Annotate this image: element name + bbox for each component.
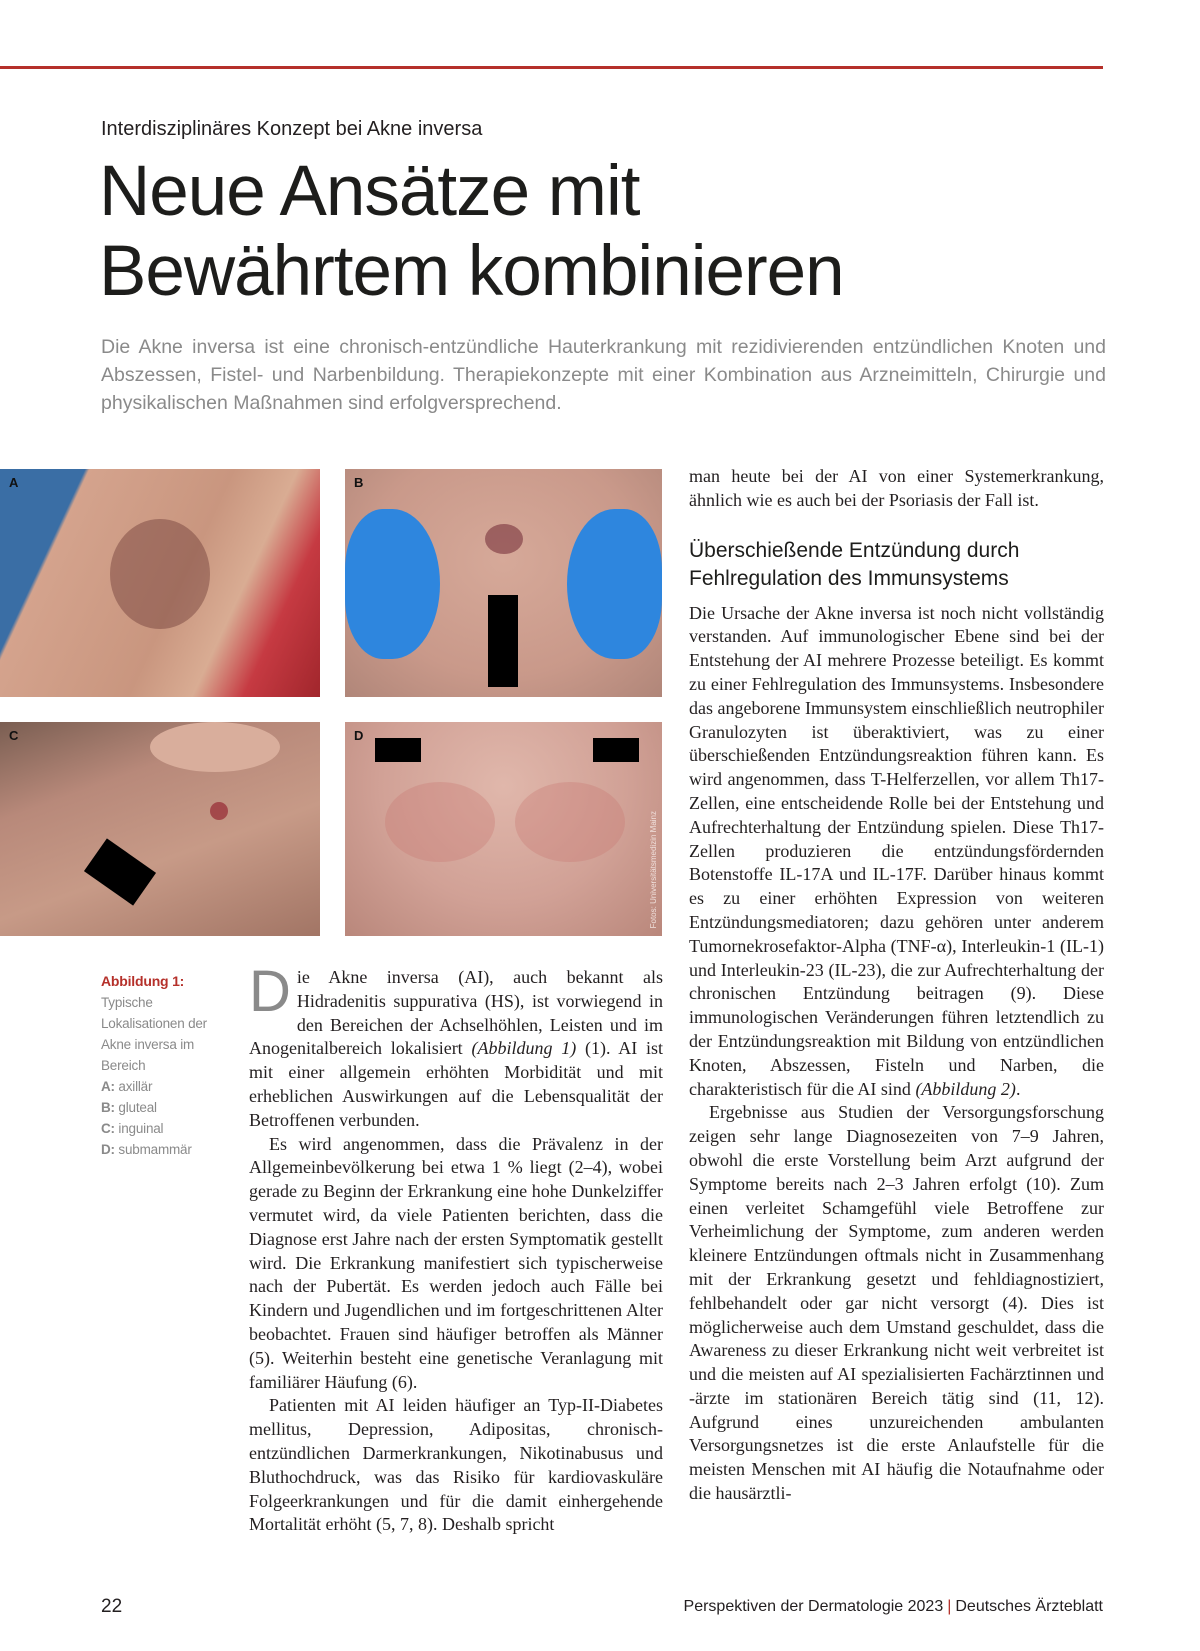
figure-reference: (Abbildung 1)	[471, 1038, 577, 1059]
header-rule	[0, 66, 1103, 69]
photo-gluteal	[345, 469, 662, 697]
body-paragraph: Die Akne inversa (AI), auch bekannt als Hidradenitis suppurativa (HS), ist vorwiegend in den Bereichen der Achselhöhlen, Leisten und im Anogenitalbereich lokalisiert (Abbildung 1) (1). AI ist mit einer allgemein erhöhten Morbidität und mit erheblichen Auswirkungen auf die Lebensqualität der Betroffenen verbunden.	[249, 959, 663, 1130]
journal-name: Deutsches Ärzteblatt	[955, 1598, 1103, 1615]
lesion-area	[110, 519, 210, 629]
section-heading: Überschießende Entzündung durch Fehlregulation des Immunsystems	[689, 538, 1020, 590]
photo-inguinal	[0, 722, 320, 936]
censor-bar	[593, 738, 639, 762]
panel-label-a: A	[9, 475, 19, 490]
caption-item: D: submammär	[101, 1142, 192, 1157]
caption-title: Abbildung 1:	[101, 973, 185, 989]
body-paragraph: Patienten mit AI leiden häufiger an Typ-II-Diabetes mellitus, Depression, Adipositas, chronisch-entzündlichen Darmerkrankungen, Nikotinabusus und Bluthochdruck, was das Risiko für kardiovaskuläre Folgeerkrankungen und für die damit einhergehende Mortalität erhöht (5, 7, 8). Deshalb spricht	[249, 1395, 663, 1535]
body-paragraph: Die Ursache der Akne inversa ist noch nicht vollständig verstanden. Auf immunologischer Ebene sind bei der Entstehung der AI mehrere Prozesse beteiligt. Es kommt zu einer Fehlregulation des Immunsystems. Insbesondere das angeborene Immunsystem einschließlich neutrophiler Granulozyten ist überaktiviert, was zu einer überschießenden Entzündungsreaktion führen kann. Es wird angenommen, dass T-Helferzellen, vor allem Th17-Zellen, eine entscheidende Rolle bei der Entstehung und Aufrechterhaltung der Entzündung spielen. Diese Th17-Zellen produzieren die entzündungsfördernden Botenstoffe IL-17A und IL-17F. Darüber hinaus kommt es zu einer erhöhten Expression von weiteren Entzündungsmediatoren; dazu gehören unter anderem Tumornekrosefaktor-Alpha (TNF-α), Interleukin-1 (IL-1) und Interleukin-23 (IL-23), die zur Aufrechterhaltung der chronischen Entzündung beitragen (9). Diese immunologischen Veränderungen führen letztendlich zu der Entzündungsreaktion mit Bildung von entzündlichen Knoten, Abszessen, Fisteln und Narben, die charakteristisch für die AI sind (Abbildung 2).	[689, 602, 1104, 1099]
article-lead: Die Akne inversa ist eine chronisch-entzündliche Hauterkrankung mit rezidivierenden entzündlichen Knoten und Abszessen, Fistel- und Narbenbildung. Therapiekonzepte mit einer Kombination aus Arzneimitteln, Chirurgie und physikalischen Maßnahmen sind erfolgversprechend.	[101, 336, 1106, 414]
body-paragraph: man heute bei der AI von einer Systemerkrankung, ähnlich wie es auch bei der Psoriasis der Fall ist.	[689, 466, 1104, 510]
hand-area	[150, 722, 280, 772]
article-kicker: Interdisziplinäres Konzept bei Akne inversa	[101, 118, 483, 140]
photo-axillary	[0, 469, 320, 697]
caption-item: A: axillär	[101, 1079, 153, 1094]
caption-item: C: inguinal	[101, 1121, 164, 1136]
footer-separator: |	[947, 1598, 952, 1615]
glove-right	[567, 509, 662, 659]
body-paragraph: Ergebnisse aus Studien der Versorgungsforschung zeigen sehr lange Diagnosezeiten von 7–9 Jahren, obwohl die erste Vorstellung beim Arzt aufgrund der Symptome bereits nach 2–3 Jahren erfolgt (10). Zum einen verleitet Schamgefühl viele Betroffene zur Verheimlichung der Symptome, zum anderen werden kleinere Entzündungen oftmals nicht in Zusammenhang mit der Erkrankung gesetzt und fehldiagnostiziert, fehlbehandelt oder gar nicht versorgt (4). Dies ist möglicherweise auch dem Umstand geschuldet, dass die Awareness zu dieser Erkrankung nicht weit verbreitet ist und die meisten auf AI spezialisierten Fachärztinnen und -ärzte im stationären Bereich tätig sind (11, 12). Aufgrund eines unzureichenden ambulanten Versorgungsnetzes ist die erste Anlaufstelle für die meisten Menschen mit AI häufig die Notaufnahme oder die hausärztli-	[689, 1102, 1104, 1504]
panel-label-b: B	[354, 475, 364, 490]
caption-text: Typische Lokalisationen der Akne inversa im Bereich	[101, 995, 207, 1073]
panel-label-c: C	[9, 728, 19, 743]
lesion-area	[385, 782, 495, 862]
body-paragraph: Es wird angenommen, dass die Prävalenz in der Allgemeinbevölkerung bei etwa 1 % liegt (2–4), wobei gerade zu Beginn der Erkrankung eine hohe Dunkelziffer vermutet wird, da viele Patienten berichten, dass die Diagnose erst Jahre nach der ersten Symptomatik gestellt wird. Die Erkrankung manifestiert sich typischerweise nach der Pubertät. Es werden jedoch auch Fälle bei Kindern und Jugendlichen und im fortgeschrittenen Alter beobachtet. Frauen sind häufiger betroffen als Männer (5). Weiterhin besteht eine genetische Veranlagung mit familiärer Häufung (6).	[249, 1133, 663, 1392]
lesion-area	[210, 802, 228, 820]
caption-item: B: gluteal	[101, 1100, 157, 1115]
article-title	[99, 152, 844, 312]
censor-bar	[488, 595, 518, 687]
photo-credit: Fotos: Universitätsmedizin Mainz	[649, 810, 658, 928]
title-line-2: Bewährtem kombinieren	[99, 232, 844, 311]
page-footer	[684, 1598, 1103, 1616]
glove-left	[345, 509, 440, 659]
figure-caption	[101, 971, 231, 1160]
censor-bar	[84, 838, 156, 905]
censor-bar	[375, 738, 421, 762]
drop-cap: D	[249, 959, 291, 1024]
body-column-1	[249, 959, 663, 1537]
body-column-2	[689, 465, 1104, 1506]
publication-name: Perspektiven der Dermatologie 2023	[683, 1598, 944, 1615]
photo-submammary	[345, 722, 662, 936]
panel-label-d: D	[354, 728, 364, 743]
page-number: 22	[101, 1596, 123, 1617]
title-line-1: Neue Ansätze mit	[99, 152, 640, 231]
figure-reference: (Abbildung 2)	[915, 1078, 1016, 1099]
lesion-area	[515, 782, 625, 862]
lesion-area	[485, 524, 523, 554]
